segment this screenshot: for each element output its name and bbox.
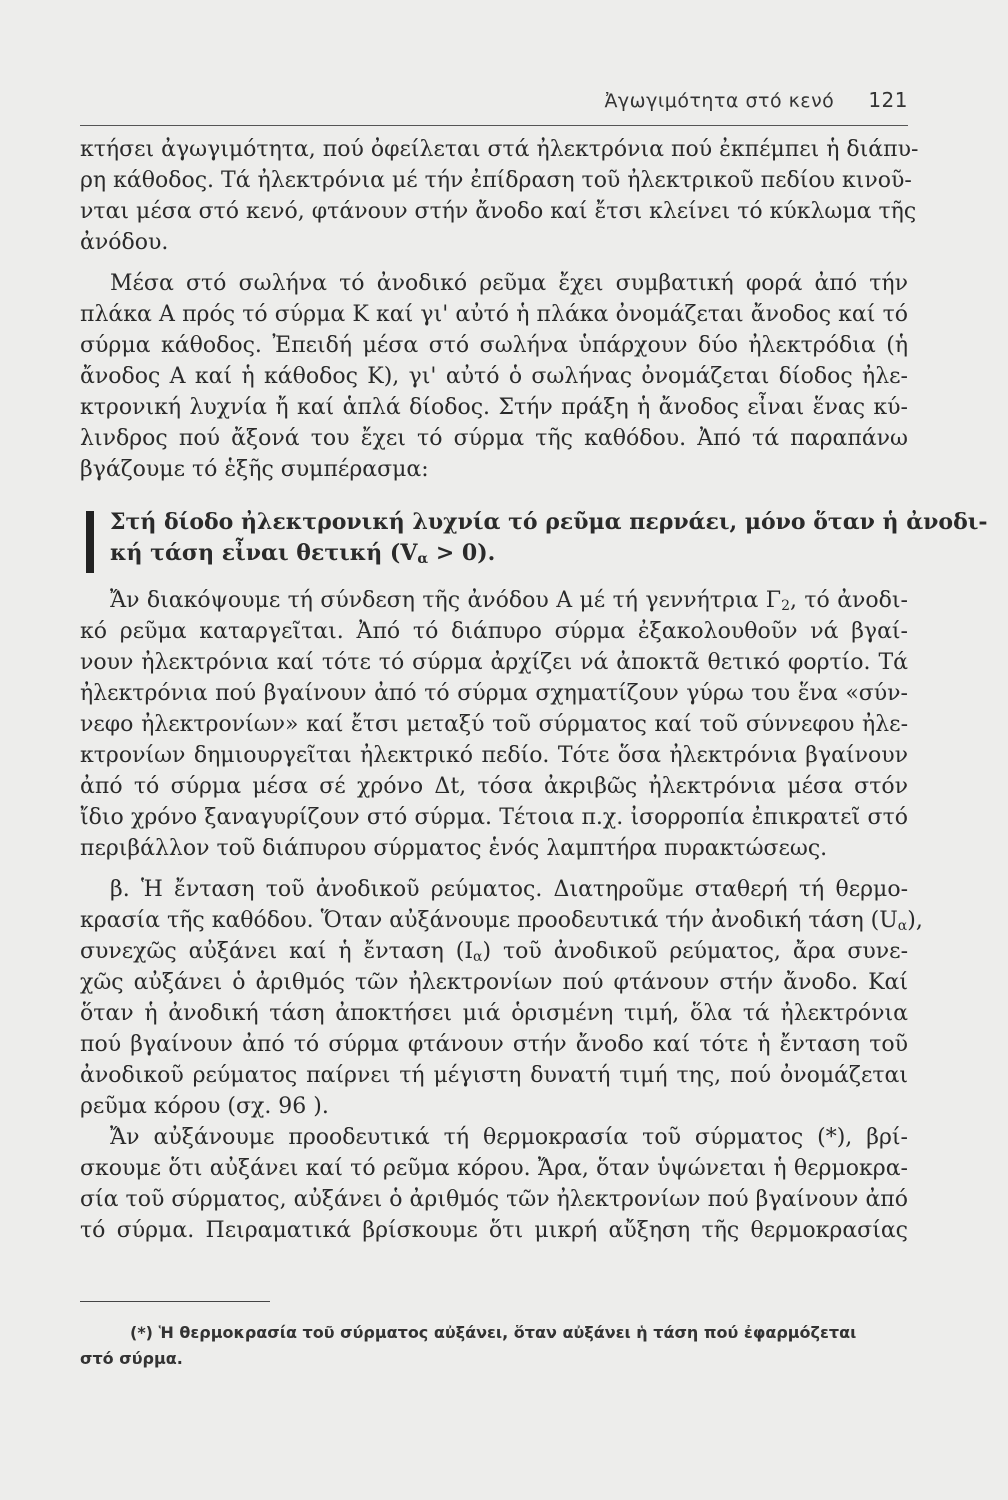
text-line: σύρμα κάθοδος. Ἐπειδή μέσα στό σωλήνα ὑπάρχουν δύο ἠλεκτρόδια (ἡ	[80, 333, 908, 358]
text-line: ἀνοδικοῦ ρεύματος παίρνει τή μέγιστη δυνατή τιμή της, πού ὀνομάζεται	[80, 1063, 908, 1088]
text-line: πού βγαίνουν ἀπό τό σύρμα φτάνουν στήν ἄνοδο καί τότε ἡ ἔνταση τοῦ	[80, 1032, 908, 1057]
header-rule	[80, 125, 908, 126]
paragraph-1	[80, 134, 919, 258]
text-line: ἴδιο χρόνο ξαναγυρίζουν στό σύρμα. Τέτοια π.χ. ἰσορροπία ἐπικρατεῖ στό	[80, 805, 908, 830]
callout-bar	[86, 511, 94, 573]
text-line: ἄνοδος Α καί ἡ κάθοδος Κ), γι' αὐτό ὁ σωλήνας ὀνομάζεται δίοδος ἠλε-	[80, 364, 908, 389]
text-line: συνεχῶς αὐξάνει καί ἡ ἔνταση $(I_\alpha)$ τοῦ ἀνοδικοῦ ρεύματος, ἄρα συνε-	[80, 939, 908, 965]
key-rule-callout	[80, 507, 988, 569]
text-line: σία τοῦ σύρματος, αὐξάνει ὁ ἀριθμός τῶν ἠλεκτρονίων πού βγαίνουν ἀπό	[80, 1187, 908, 1212]
paragraph-3	[80, 585, 908, 864]
rule-line: Στή δίοδο ἠλεκτρονική λυχνία τό ρεῦμα περνάει, μόνο ὅταν ἡ ἀνοδι-	[110, 509, 988, 535]
text-line: κτρονική λυχνία ἤ καί ἁπλά δίοδος. Στήν πράξη ἡ ἄνοδος εἶναι ἕνας κύ-	[80, 395, 908, 420]
text-line: ρη κάθοδος. Τά ἠλεκτρόνια μέ τήν ἐπίδραση τοῦ ἠλεκτρικοῦ πεδίου κινοῦ-	[80, 168, 912, 193]
text-line: κό ρεῦμα καταργεῖται. Ἀπό τό διάπυρο σύρμα ἐξακολουθοῦν νά βγαί-	[80, 619, 908, 644]
text-line: νται μέσα στό κενό, φτάνουν στήν ἄνοδο καί ἔτσι κλείνει τό κύκλωμα τῆς	[80, 199, 917, 224]
text-line: κτήσει ἀγωγιμότητα, πού ὀφείλεται στά ἠλεκτρόνια πού ἐκπέμπει ἡ διάπυ-	[80, 137, 919, 162]
text-line: ἀπό τό σύρμα μέσα σέ χρόνο Δt, τόσα ἀκριβῶς ἠλεκτρόνια μέσα στόν	[80, 774, 908, 799]
text-line: περιβάλλον τοῦ διάπυρου σύρματος ἑνός λαμπτήρα πυρακτώσεως.	[80, 836, 828, 861]
paragraph-4	[80, 874, 923, 1122]
text-line: νουν ἠλεκτρόνια καί τότε τό σύρμα ἀρχίζει νά ἀποκτᾶ θετικό φορτίο. Τά	[80, 650, 908, 675]
footnote-line: στό σύρμα.	[80, 1349, 183, 1368]
text-line: β. Ἡ ἔνταση τοῦ ἀνοδικοῦ ρεύματος. Διατηροῦμε σταθερή τή θερμο-	[110, 877, 908, 902]
body-text	[80, 134, 988, 1246]
text-line: πλάκα Α πρός τό σύρμα Κ καί γι' αὐτό ἡ πλάκα ὀνομάζεται ἄνοδος καί τό	[80, 302, 908, 327]
paragraph-5	[80, 1122, 908, 1246]
running-title: Ἀγωγιμότητα στό κενό	[604, 90, 835, 112]
text-line: κρασία τῆς καθόδου. Ὅταν αὐξάνουμε προοδευτικά τήν ἀνοδική τάση $(U_\alpha)$,	[80, 908, 923, 934]
footnote	[80, 1320, 900, 1372]
text-line: Ἄν αὐξάνουμε προοδευτικά τή θερμοκρασία τοῦ σύρματος (*), βρί-	[110, 1125, 908, 1150]
text-line: ἀνόδου.	[80, 230, 169, 255]
text-line: νεφο ἠλεκτρονίων» καί ἔτσι μεταξύ τοῦ σύρματος καί τοῦ σύννεφου ἠλε-	[80, 712, 908, 737]
footnote-rule	[80, 1301, 270, 1302]
text-line: ἠλεκτρόνια πού βγαίνουν ἀπό τό σύρμα σχηματίζουν γύρω του ἕνα «σύν-	[80, 681, 908, 706]
paragraph-2	[80, 268, 908, 485]
text-line: ρεῦμα κόρου (σχ. 96 ).	[80, 1094, 329, 1119]
text-line: ὅταν ἡ ἀνοδική τάση ἀποκτήσει μιά ὁρισμένη τιμή, ὅλα τά ἠλεκτρόνια	[80, 1001, 908, 1026]
footnote-line: (*) Ἡ θερμοκρασία τοῦ σύρματος αὐξάνει, ὅταν αὐξάνει ἡ τάση πού ἐφαρμόζεται	[130, 1323, 857, 1342]
page-number: 121	[868, 88, 908, 112]
text-line: κτρονίων δημιουργεῖται ἠλεκτρικό πεδίο. Τότε ὅσα ἠλεκτρόνια βγαίνουν	[80, 743, 908, 768]
rule-line: κή τάση εἶναι θετική $(V_\alpha > 0)$.	[110, 540, 496, 567]
text-line: βγάζουμε τό ἑξῆς συμπέρασμα:	[80, 457, 429, 482]
text-line: σκουμε ὅτι αὐξάνει καί τό ρεῦμα κόρου. Ἄρα, ὅταν ὑψώνεται ἡ θερμοκρα-	[80, 1156, 908, 1181]
text-line: χῶς αὐξάνει ὁ ἀριθμός τῶν ἠλεκτρονίων πού φτάνουν στήν ἄνοδο. Καί	[80, 970, 908, 995]
text-line: λινδρος πού ἄξονά του ἔχει τό σύρμα τῆς καθόδου. Ἀπό τά παραπάνω	[80, 426, 908, 451]
running-head	[604, 88, 908, 112]
text-line: Μέσα στό σωλήνα τό ἀνοδικό ρεῦμα ἔχει συμβατική φορά ἀπό τήν	[110, 271, 908, 296]
text-line: τό σύρμα. Πειραματικά βρίσκουμε ὅτι μικρή αὔξηση τῆς θερμοκρασίας	[80, 1218, 908, 1243]
text-line: Ἄν διακόψουμε τή σύνδεση τῆς ἀνόδου Α μέ τή γεννήτρια $\Gamma_2$, τό ἀνοδι-	[110, 588, 908, 614]
